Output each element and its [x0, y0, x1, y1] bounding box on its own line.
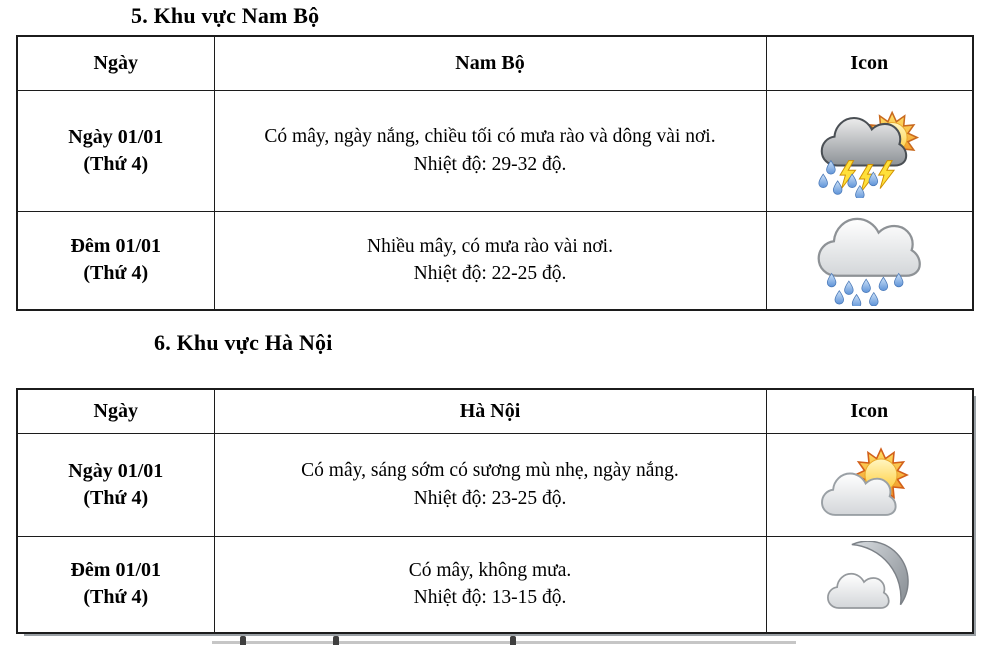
clipped-text-fragment — [212, 641, 796, 644]
forecast-cell — [214, 536, 766, 633]
weekday-line: (Thứ 4) — [83, 486, 149, 509]
weekday-line: (Thứ 4) — [83, 586, 149, 609]
forecast-table-ha-noi — [16, 388, 974, 634]
section-title-nam-bo: 5. Khu vực Nam Bộ — [131, 3, 320, 28]
table-row — [17, 536, 973, 633]
sun-behind-cloud-icon — [819, 442, 919, 528]
clipped-text-fragment — [333, 636, 339, 645]
clipped-text-fragment — [240, 636, 246, 645]
date-cell — [17, 211, 214, 310]
weekday-line: (Thứ 4) — [83, 152, 149, 175]
table-header-row — [17, 36, 973, 90]
date-cell — [17, 536, 214, 633]
icon-cell — [766, 536, 973, 633]
forecast-cell — [214, 211, 766, 310]
icon-cell — [766, 211, 973, 310]
header-cell-region: Hà Nội — [214, 389, 766, 433]
weekday-line: (Thứ 4) — [83, 262, 149, 285]
thunderstorm-rain-sun-icon — [815, 104, 923, 198]
date-line: Đêm 01/01 — [70, 559, 162, 582]
header-cell-region: Nam Bộ — [214, 36, 766, 90]
section-title-ha-noi: 6. Khu vực Hà Nội — [154, 330, 333, 355]
clipped-text-fragment — [510, 636, 516, 645]
forecast-text: Có mây, sáng sớm có sương mù nhẹ, ngày nắng. — [301, 460, 679, 481]
table-row — [17, 433, 973, 536]
header-cell-date: Ngày — [17, 36, 214, 90]
moon-behind-cloud-icon — [823, 541, 915, 627]
header-cell-date: Ngày — [17, 389, 214, 433]
forecast-table-nam-bo — [16, 35, 974, 311]
table-row — [17, 211, 973, 310]
rain-cloud-icon — [813, 214, 925, 306]
date-cell — [17, 433, 214, 536]
icon-cell — [766, 433, 973, 536]
table-header-row — [17, 389, 973, 433]
forecast-cell — [214, 433, 766, 536]
header-cell-icon: Icon — [766, 36, 973, 90]
table-row — [17, 90, 973, 211]
forecast-text: Có mây, ngày nắng, chiều tối có mưa rào và dông vài nơi. — [264, 126, 716, 147]
date-line: Ngày 01/01 — [68, 459, 164, 482]
date-line: Ngày 01/01 — [68, 125, 164, 148]
date-cell — [17, 90, 214, 211]
temperature-text: Nhiệt độ: 29-32 độ. — [413, 153, 567, 175]
temperature-text: Nhiệt độ: 23-25 độ. — [413, 487, 567, 509]
icon-cell — [766, 90, 973, 211]
header-cell-icon: Icon — [766, 389, 973, 433]
forecast-text: Nhiều mây, có mưa rào vài nơi. — [367, 235, 613, 257]
forecast-text: Có mây, không mưa. — [408, 559, 572, 581]
forecast-cell — [214, 90, 766, 211]
temperature-text: Nhiệt độ: 22-25 độ. — [413, 263, 567, 285]
date-line: Đêm 01/01 — [70, 235, 162, 258]
temperature-text: Nhiệt độ: 13-15 độ. — [413, 587, 567, 609]
